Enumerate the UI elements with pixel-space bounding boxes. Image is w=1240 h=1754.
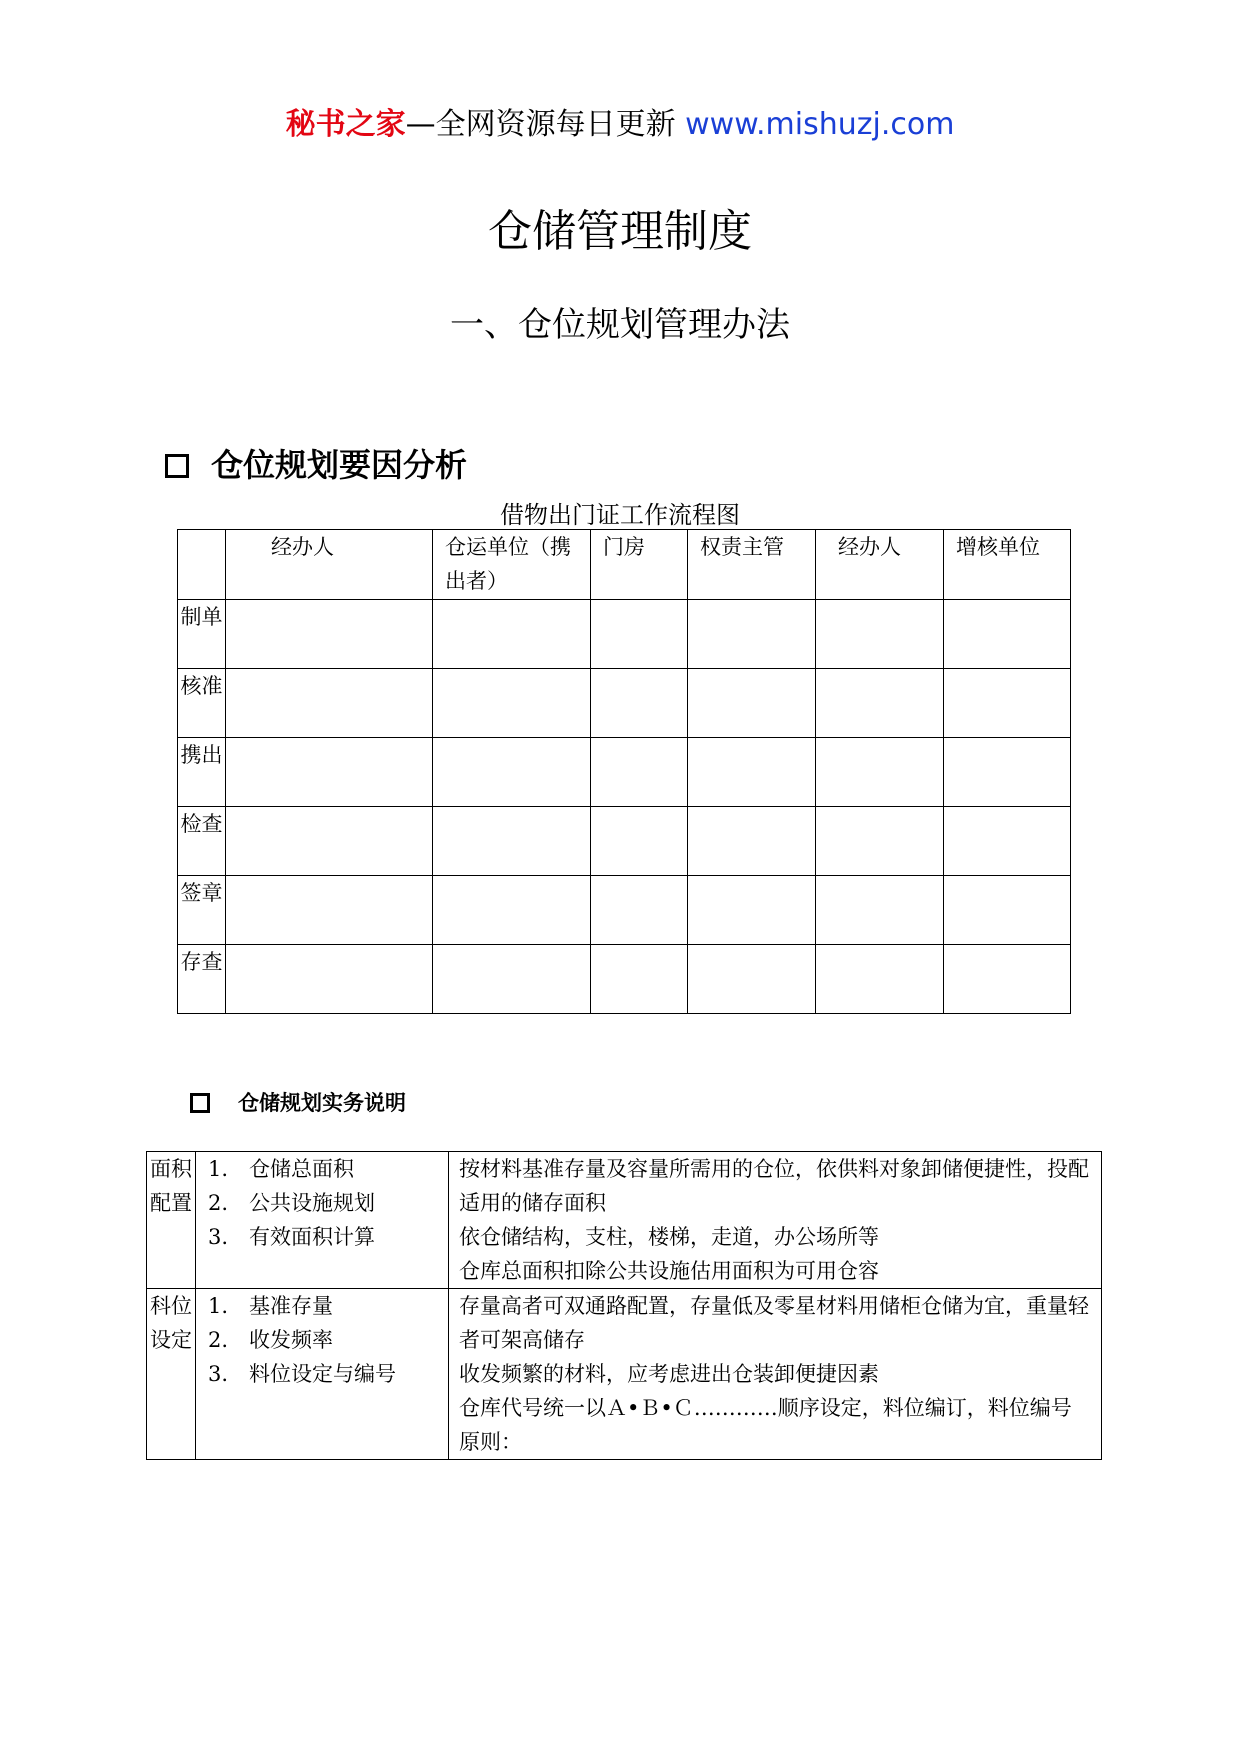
description-line: 按材料基准存量及容量所需用的仓位，依供料对象卸储便捷性，投配适用的储存面积 bbox=[459, 1157, 1089, 1215]
table-cell[interactable] bbox=[816, 738, 944, 807]
flow-table bbox=[177, 529, 1071, 1014]
table-cell[interactable] bbox=[433, 876, 591, 945]
flow-table-header-row bbox=[178, 530, 1071, 600]
header-cell bbox=[178, 530, 226, 600]
checkbox-icon bbox=[165, 454, 189, 478]
table-cell[interactable] bbox=[226, 876, 433, 945]
table-cell[interactable] bbox=[944, 738, 1071, 807]
table-cell[interactable] bbox=[226, 600, 433, 669]
row-label: 存查 bbox=[178, 945, 226, 1014]
description-line: 仓库代号统一以Ａ•Ｂ•Ｃ…………顺序设定，料位编订，料位编号原则： bbox=[459, 1396, 1072, 1454]
table-cell[interactable] bbox=[688, 738, 816, 807]
table-cell[interactable] bbox=[816, 876, 944, 945]
table-row bbox=[178, 669, 1071, 738]
table-cell[interactable] bbox=[433, 669, 591, 738]
description-cell bbox=[449, 1289, 1102, 1460]
table-cell[interactable] bbox=[944, 669, 1071, 738]
table-cell[interactable] bbox=[944, 876, 1071, 945]
table-cell[interactable] bbox=[591, 738, 688, 807]
heading-text: 仓位规划要因分析 bbox=[211, 446, 468, 484]
table-cell[interactable] bbox=[226, 807, 433, 876]
table-cell[interactable] bbox=[944, 600, 1071, 669]
table-cell[interactable] bbox=[816, 669, 944, 738]
table-cell[interactable] bbox=[226, 738, 433, 807]
row-label: 核准 bbox=[178, 669, 226, 738]
flow-table-caption: 借物出门证工作流程图 bbox=[500, 501, 740, 529]
list-item: 1. 仓储总面积 bbox=[208, 1157, 355, 1181]
table-cell[interactable] bbox=[816, 807, 944, 876]
table-cell[interactable] bbox=[433, 807, 591, 876]
section-title: 一、仓位规划管理办法 bbox=[450, 305, 790, 345]
table-row bbox=[178, 600, 1071, 669]
header-cell: 权责主管 bbox=[688, 530, 816, 600]
checkbox-icon bbox=[190, 1093, 210, 1113]
table-cell[interactable] bbox=[433, 600, 591, 669]
banner-url[interactable]: www.mishuzj.com bbox=[685, 107, 955, 142]
table-cell[interactable] bbox=[591, 876, 688, 945]
table-cell[interactable] bbox=[591, 945, 688, 1014]
list-item: 1. 基准存量 bbox=[208, 1294, 334, 1318]
row-label: 签章 bbox=[178, 876, 226, 945]
table-cell[interactable] bbox=[433, 738, 591, 807]
table-row bbox=[178, 876, 1071, 945]
site-banner bbox=[0, 100, 1240, 150]
table-cell[interactable] bbox=[591, 807, 688, 876]
description-cell bbox=[449, 1152, 1102, 1289]
header-cell: 经办人 bbox=[226, 530, 433, 600]
heading-text: 仓储规划实务说明 bbox=[238, 1091, 406, 1115]
header-cell: 经办人 bbox=[816, 530, 944, 600]
table-cell[interactable] bbox=[226, 669, 433, 738]
table-cell[interactable] bbox=[816, 600, 944, 669]
list-item: 3. 有效面积计算 bbox=[208, 1225, 376, 1249]
row-label: 携出 bbox=[178, 738, 226, 807]
description-line: 收发频繁的材料，应考虑进出仓装卸便捷因素 bbox=[459, 1362, 879, 1386]
items-cell bbox=[196, 1152, 449, 1289]
table-row bbox=[147, 1289, 1102, 1460]
description-line: 存量高者可双通路配置，存量低及零星材料用储柜仓储为宜，重量轻者可架高储存 bbox=[459, 1294, 1089, 1352]
items-cell bbox=[196, 1289, 449, 1460]
description-line: 依仓储结构，支柱，楼梯，走道，办公场所等 bbox=[459, 1225, 879, 1249]
table-cell[interactable] bbox=[226, 945, 433, 1014]
banner-tagline: —全网资源每日更新 bbox=[405, 107, 676, 142]
table-cell[interactable] bbox=[944, 807, 1071, 876]
row-label: 制单 bbox=[178, 600, 226, 669]
table-cell[interactable] bbox=[816, 945, 944, 1014]
table-row bbox=[147, 1152, 1102, 1289]
practice-table bbox=[146, 1151, 1102, 1460]
row-label: 检查 bbox=[178, 807, 226, 876]
description-line: 仓库总面积扣除公共设施估用面积为可用仓容 bbox=[459, 1259, 879, 1283]
header-cell: 门房 bbox=[591, 530, 688, 600]
banner-brand: 秘书之家 bbox=[285, 107, 406, 142]
category-cell: 科位设定 bbox=[147, 1289, 196, 1460]
heading-practice-notes bbox=[190, 1083, 406, 1123]
table-cell[interactable] bbox=[591, 669, 688, 738]
table-cell[interactable] bbox=[688, 876, 816, 945]
header-cell: 增核单位 bbox=[944, 530, 1071, 600]
table-row bbox=[178, 945, 1071, 1014]
header-cell: 仓运单位（携出者） bbox=[433, 530, 591, 600]
table-cell[interactable] bbox=[433, 945, 591, 1014]
table-cell[interactable] bbox=[688, 945, 816, 1014]
table-cell[interactable] bbox=[688, 600, 816, 669]
document-title: 仓储管理制度 bbox=[488, 206, 752, 257]
list-item: 2. 公共设施规划 bbox=[208, 1191, 376, 1215]
list-item: 2. 收发频率 bbox=[208, 1328, 334, 1352]
table-cell[interactable] bbox=[591, 600, 688, 669]
category-cell: 面积配置 bbox=[147, 1152, 196, 1289]
table-row bbox=[178, 807, 1071, 876]
table-cell[interactable] bbox=[688, 669, 816, 738]
table-row bbox=[178, 738, 1071, 807]
table-cell[interactable] bbox=[688, 807, 816, 876]
table-cell[interactable] bbox=[944, 945, 1071, 1014]
heading-factor-analysis bbox=[165, 440, 467, 490]
list-item: 3. 料位设定与编号 bbox=[208, 1362, 397, 1386]
